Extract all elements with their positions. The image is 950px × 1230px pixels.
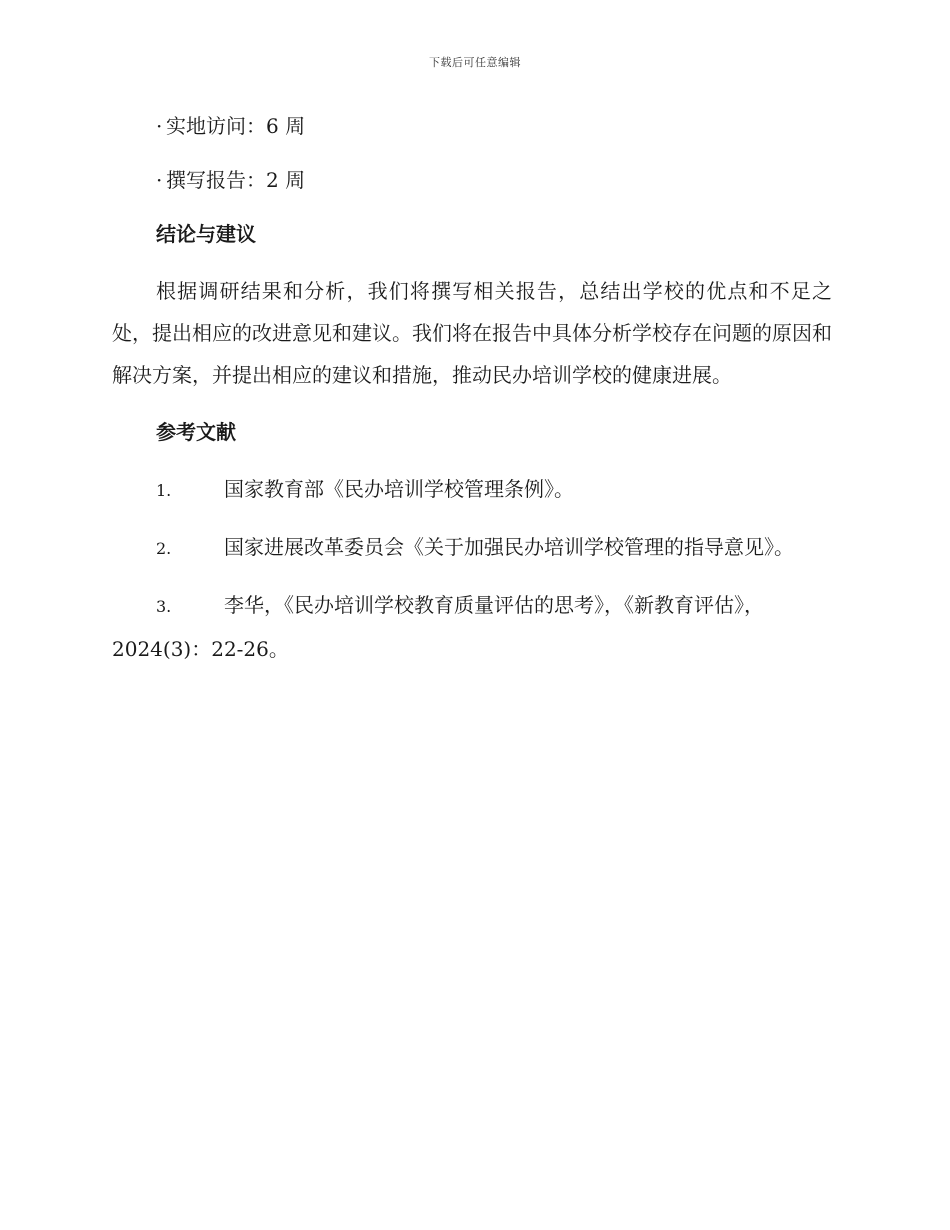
page-content <box>112 110 832 684</box>
bullet-marker: · <box>156 114 163 138</box>
reference-number: 3. <box>156 597 172 616</box>
page-header: 下载后可任意编辑 <box>429 56 521 69</box>
bullet-text: 撰写报告：2 周 <box>166 168 306 192</box>
reference-number: 2. <box>156 539 172 558</box>
references-heading: 参考文献 <box>156 420 236 444</box>
reference-text: 国家教育部《民办培训学校管理条例》。 <box>224 477 574 501</box>
bullet-marker: · <box>156 168 163 192</box>
bullet-item-site-visit <box>112 110 832 142</box>
bullet-text: 实地访问：6 周 <box>166 114 306 138</box>
reference-item <box>112 468 832 512</box>
reference-item <box>112 526 832 570</box>
reference-item <box>112 584 832 670</box>
conclusion-heading: 结论与建议 <box>156 222 256 246</box>
reference-number: 1. <box>156 481 172 500</box>
bullet-item-report-writing <box>112 164 832 196</box>
reference-text: 李华，《民办培训学校教育质量评估的思考》，《新教育评估》，2024(3)：22-26。 <box>112 593 764 661</box>
conclusion-paragraph: 根据调研结果和分析，我们将撰写相关报告，总结出学校的优点和不足之处，提出相应的改进意见和建议。我们将在报告中具体分析学校存在问题的原因和解决方案，并提出相应的建议和措施，推动民办培训学校的健康进展。 <box>112 279 832 387</box>
reference-text: 国家进展改革委员会《关于加强民办培训学校管理的指导意见》。 <box>224 535 794 559</box>
